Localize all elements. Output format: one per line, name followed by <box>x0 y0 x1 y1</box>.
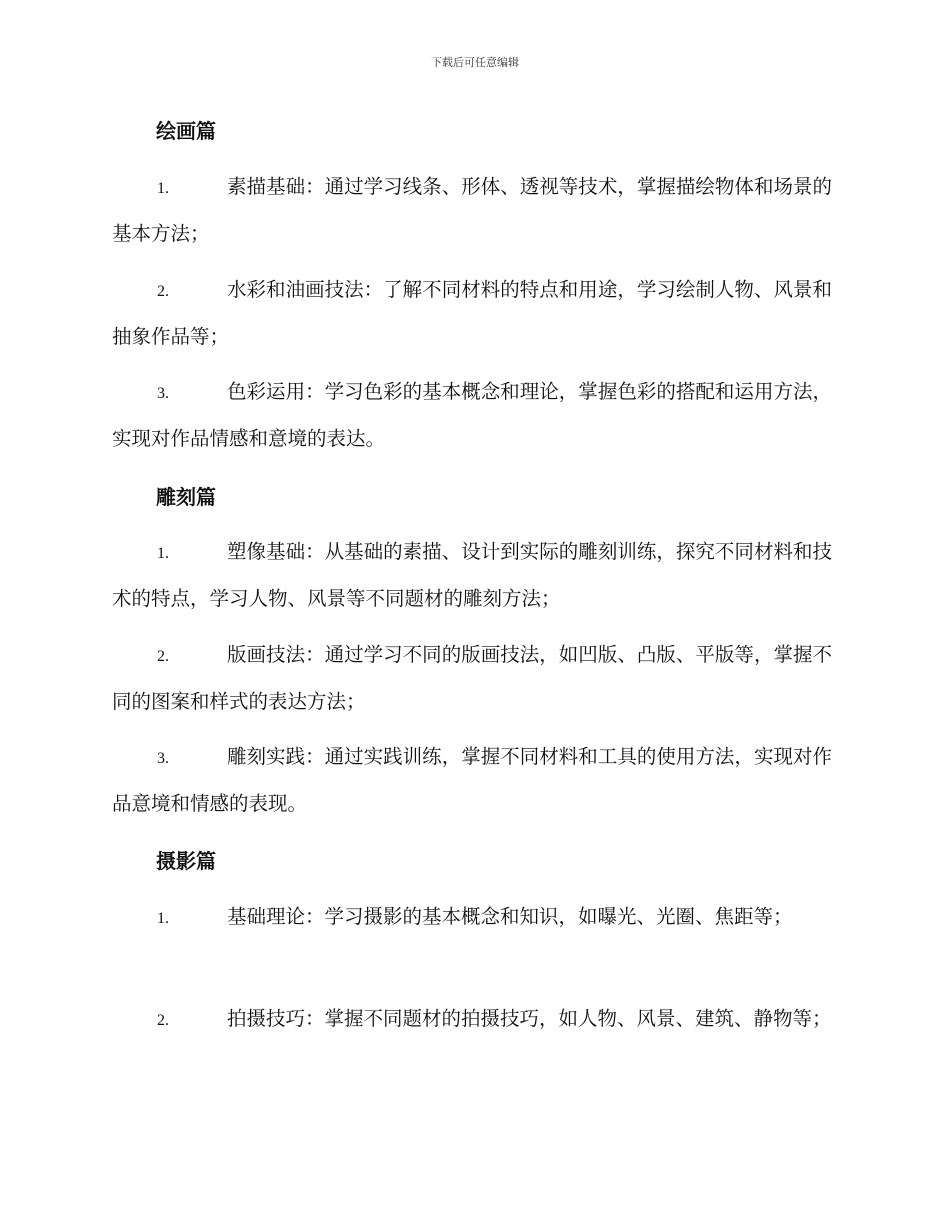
header-note: 下载后可任意编辑 <box>431 56 519 69</box>
list-item <box>112 996 832 1043</box>
item-text: 素描基础：通过学习线条、形体、透视等技术，掌握描绘物体和场景的基本方法； <box>112 175 832 245</box>
list-item <box>112 529 832 621</box>
list-item <box>112 369 832 461</box>
item-number: 1. <box>157 545 169 562</box>
item-text: 雕刻实践：通过实践训练，掌握不同材料和工具的使用方法，实现对作品意境和情感的表现。 <box>112 745 832 815</box>
item-text: 基础理论：学习摄影的基本概念和知识，如曝光、光圈、焦距等； <box>227 905 793 928</box>
item-text: 版画技法：通过学习不同的版画技法，如凹版、凸版、平版等，掌握不同的图案和样式的表达方法； <box>112 643 832 713</box>
item-text: 塑像基础：从基础的素描、设计到实际的雕刻训练，探究不同材料和技术的特点，学习人物、风景等不同题材的雕刻方法； <box>112 540 832 610</box>
item-text: 拍摄技巧：掌握不同题材的拍摄技巧，如人物、风景、建筑、静物等； <box>227 1007 832 1030</box>
list-item <box>112 734 832 826</box>
list-item <box>112 267 832 359</box>
section-title-sculpture: 雕刻篇 <box>156 485 216 509</box>
list-item <box>112 164 832 256</box>
item-text: 水彩和油画技法：了解不同材料的特点和用途，学习绘制人物、风景和抽象作品等； <box>112 278 832 348</box>
section-title-painting: 绘画篇 <box>156 119 216 143</box>
item-number: 3. <box>157 385 169 402</box>
list-item <box>112 632 832 724</box>
item-number: 3. <box>157 750 169 767</box>
list-item <box>112 894 832 941</box>
section-title-photography: 摄影篇 <box>156 849 216 873</box>
item-number: 1. <box>157 910 169 927</box>
item-number: 1. <box>157 180 169 197</box>
item-number: 2. <box>157 283 169 300</box>
item-text: 色彩运用：学习色彩的基本概念和理论，掌握色彩的搭配和运用方法，实现对作品情感和意境的表达。 <box>112 380 832 450</box>
item-number: 2. <box>157 648 169 665</box>
item-number: 2. <box>157 1012 169 1029</box>
